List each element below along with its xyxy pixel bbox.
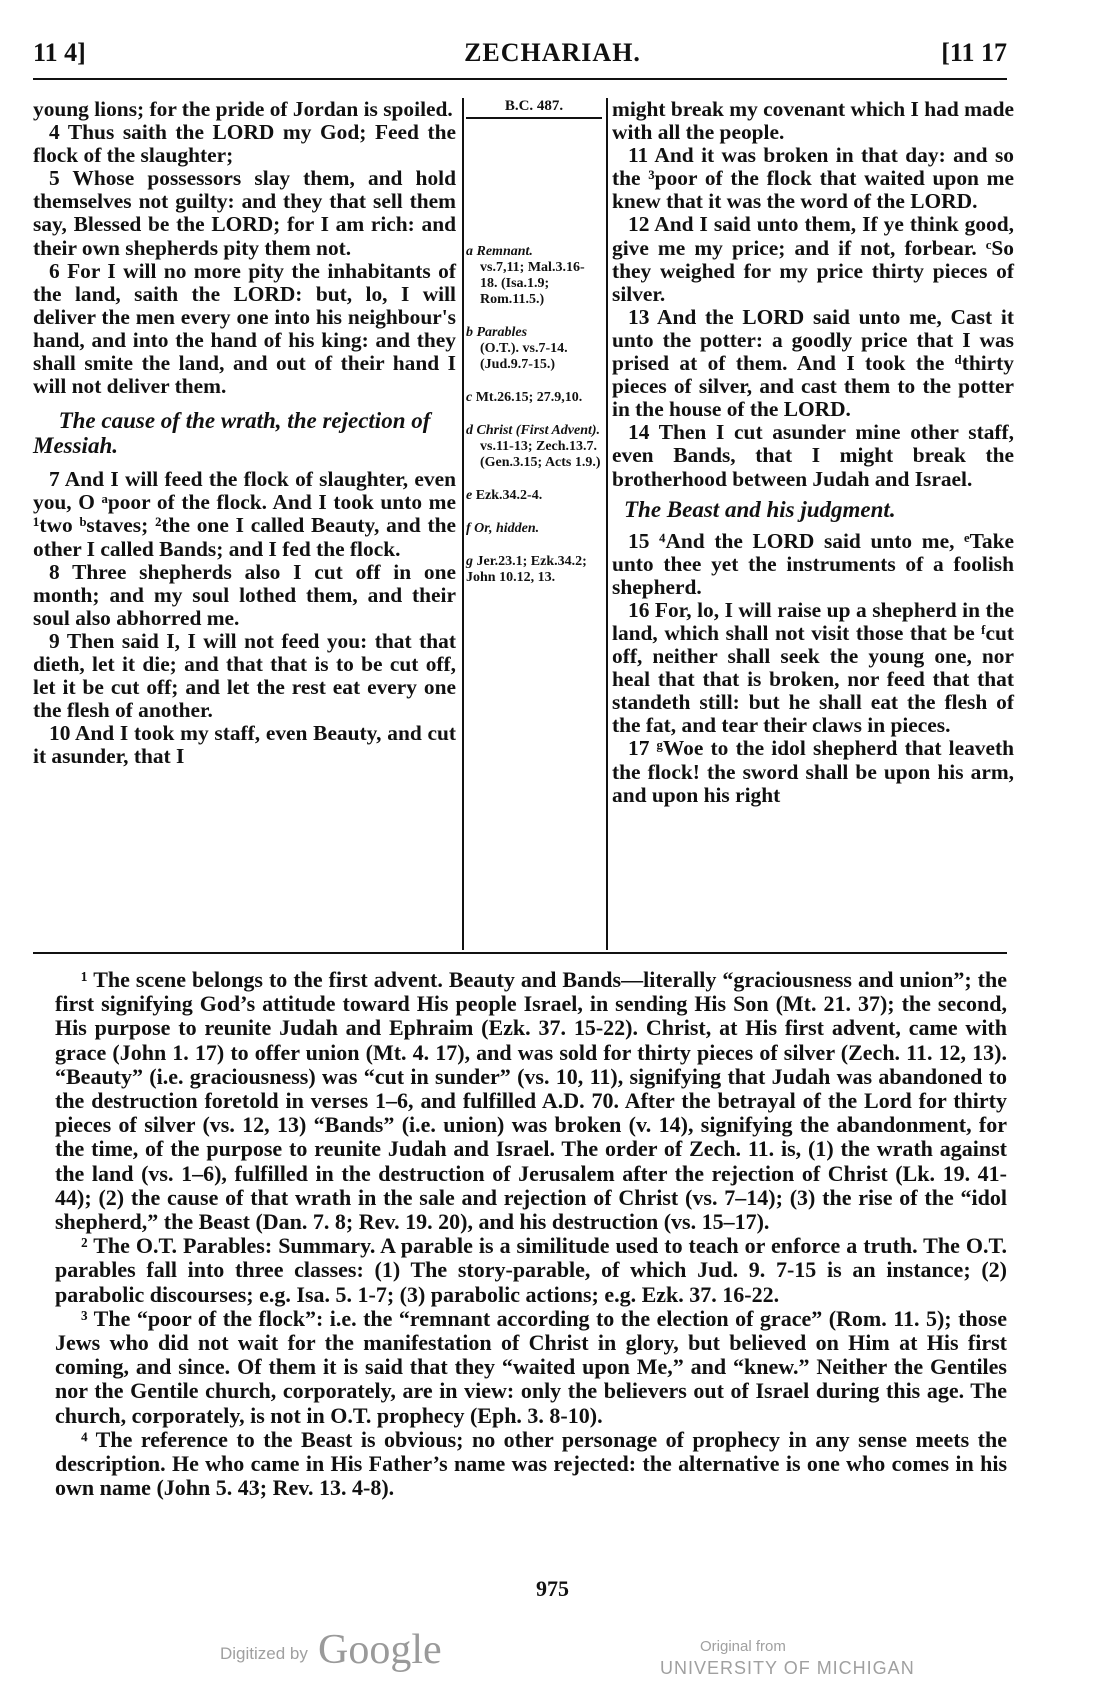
reference-text: Jer.23.1; Ezk.34.2; John 10.12, 13. [466, 554, 587, 585]
verse-9: 9 Then said I, I will not feed you: that that dieth, let it die; and that that is to be cut off, let it be cut off; and let the rest eat every one the flesh of another. [33, 628, 456, 723]
institution-label: UNIVERSITY OF MICHIGAN [660, 1658, 915, 1678]
page-header-right: [11 17 [941, 38, 1007, 67]
verse-8: 8 Three shepherds also I cut off in one month; and my soul lothed them, and their soul also abhorred me. [33, 559, 456, 630]
reference-letter: c [466, 390, 473, 405]
verse-text: young lions; for the pride of Jordan is spoiled. [33, 97, 453, 121]
reference-f [466, 521, 602, 537]
page-number: 975 [536, 1576, 569, 1601]
verse-text: might break my covenant which I had made with all the people. [612, 97, 1014, 145]
reference-letter: d [466, 423, 473, 438]
reference-title: Christ (First Advent). [476, 423, 601, 438]
reference-title: Remnant. [476, 244, 533, 259]
right-text-column [612, 98, 1014, 807]
reference-e [466, 488, 602, 504]
footnote-1: ¹ The scene belongs to the first advent. Beauty and Bands—literally “graciousness and union”; the first signifying God’s attitude toward His people Israel, in sending His Son (Mt. 21. 37); the second, His purpose to reunite Judah and Ephraim (Ezk. 37. 15-22). Christ, at His first advent, came with grace (John 1. 17) to offer union (Mt. 4. 17), and was sold for thirty pieces of silver (Zech. 11. 12, 13). “Beauty” (i.e. graciousness) was “cut in sunder” (vs. 10, 11), signifying that Judah was abandoned to the destruction foretold in verses 1–6, and fulfilled A.D. 70. After the betrayal of the Lord for thirty pieces of silver (vs. 12, 13) “Bands” (i.e. union) was broken (v. 14), signifying the abandonment, for the time, of the purpose to reunite Judah and Israel. The order of Zech. 11. is, (1) the wrath against the land (vs. 1–6), fulfilled in the destruction of Jerusalem after the rejection of Christ (Lk. 19. 41-44); (2) the cause of that wrath in the sale and rejection of Christ (vs. 7–14); (3) the rise of the “idol shepherd,” the Beast (Dan. 7. 8; Rev. 19. 20), and his destruction (vs. 15–17). [55, 967, 1007, 1235]
verse-10: 10 And I took my staff, even Beauty, and cut it asunder, that I [33, 721, 456, 769]
reference-text: vs.7,11; Mal.3.16-18. (Isa.1.9; Rom.11.5.) [480, 260, 585, 307]
reference-text: Or, hidden. [474, 521, 540, 536]
reference-letter: f [466, 521, 471, 536]
verse-13: 13 And the LORD said unto me, Cast it unto the potter: a goodly price that I was prised at of them. And I took the ᵈthirty pieces of silver, and cast them to the potter in the house of the LORD. [612, 304, 1014, 422]
reference-d [466, 423, 602, 471]
reference-text: vs.11-13; Zech.13.7. (Gen.3.15; Acts 1.9.) [480, 439, 601, 470]
book-title: ZECHARIAH. [464, 38, 641, 67]
verse-5: 5 Whose possessors slay them, and hold themselves not guilty: and they that sell them say, Blessed be the LORD; for I am rich: and their own shepherds pity them not. [33, 166, 456, 260]
reference-letter: a [466, 244, 473, 259]
reference-text: (O.T.). vs.7-14. (Jud.9.7-15.) [480, 341, 568, 372]
verse-17: 17 ᵍWoe to the idol shepherd that leaveth the flock! the sword shall be upon his arm, and upon his right [612, 736, 1014, 807]
footnote-2: ² The O.T. Parables: Summary. A parable is a similitude used to teach or enforce a truth. The O.T. parables fall into three classes: (1) The story-parable, of which Jud. 9. 7-15 is an instance; (2) parabolic discourses; e.g. Isa. 5. 1-7; (3) parabolic actions; e.g. Ezk. 37. 16-22. [55, 1233, 1007, 1307]
reference-text: Ezk.34.2-4. [475, 488, 543, 503]
date-label: B.C. 487. [466, 98, 602, 119]
left-text-column [33, 98, 456, 768]
reference-title: Parables [476, 325, 528, 340]
reference-b [466, 325, 602, 373]
verse-15: 15 ⁴And the LORD said unto me, ᵉTake unto thee yet the instruments of a foolish shepherd. [612, 528, 1014, 599]
reference-letter: g [466, 554, 473, 569]
original-from-label: Original from [700, 1638, 786, 1655]
footnote-3: ³ The “poor of the flock”: i.e. the “remnant according to the election of grace” (Rom. 11. 5); those Jews who did not wait for the manifestation of Christ in glory, but believed on Him at His first coming, and since. Of them it is said that they “waited upon Me,” and “knew.” Neither the Gentiles nor the Gentile church, corporately, are in view: only the believers out of Israel during this age. The church, corporately, is not in O.T. prophecy (Eph. 3. 8-10). [55, 1305, 1007, 1428]
section-heading: The cause of the wrath, the rejection of Messiah. [33, 408, 431, 459]
page-header-left: 11 4] [33, 38, 86, 67]
marginal-references [466, 98, 602, 603]
reference-c [466, 390, 602, 406]
footnote-rule [33, 952, 1007, 954]
section-heading: The Beast and his judgment. [624, 496, 896, 522]
google-logo: Google [318, 1627, 442, 1673]
verse-6: 6 For I will no more pity the inhabitants of the land, saith the LORD: but, lo, I will deliver the men every one into his neighbour's hand, and into the hand of his king: and they shall smite the land, and out of their hand I will not deliver them. [33, 258, 456, 399]
header-rule [33, 78, 1007, 80]
reference-text: Mt.26.15; 27.9,10. [475, 390, 583, 405]
reference-letter: e [466, 488, 473, 503]
verse-16: 16 For, lo, I will raise up a shepherd in the land, which shall not visit those that be ᶠcut off, neither shall seek the young one, nor heal that that is broken, nor feed that that standeth still: but he shall eat the flesh of the fat, and tear their claws in pieces. [612, 597, 1014, 738]
verse-4: 4 Thus saith the LORD my God; Feed the flock of the slaughter; [33, 120, 456, 168]
verse-12: 12 And I said unto them, If ye think good, give me my price; and if not, forbear. ᶜSo they weighed for my price thirty pieces of silver. [612, 212, 1014, 306]
reference-a [466, 244, 602, 308]
verse-11: 11 And it was broken in that day: and so the ³poor of the flock that waited upon me knew that it was the word of the LORD. [612, 143, 1014, 214]
verse-14: 14 Then I cut asunder mine other staff, even Bands, that I might break the brotherhood between Judah and Israel. [612, 420, 1014, 491]
column-divider [462, 98, 464, 950]
footnote-4: ⁴ The reference to the Beast is obvious; no other personage of prophecy in any sense meets the description. He who came in His Father’s name was rejected: the alternative is one who comes in his own name (John 5. 43; Rev. 13. 4-8). [55, 1426, 1007, 1501]
reference-g [466, 554, 602, 586]
verse-7: 7 And I will feed the flock of slaughter, even you, O ᵃpoor of the flock. And I took unto me ¹two ᵇstaves; ²the one I called Beauty, and the other I called Bands; and I fed the flock. [33, 467, 456, 561]
footnotes [55, 968, 1007, 1500]
reference-letter: b [466, 325, 473, 340]
digitized-by-label: Digitized by [220, 1644, 308, 1663]
column-divider [606, 98, 608, 950]
